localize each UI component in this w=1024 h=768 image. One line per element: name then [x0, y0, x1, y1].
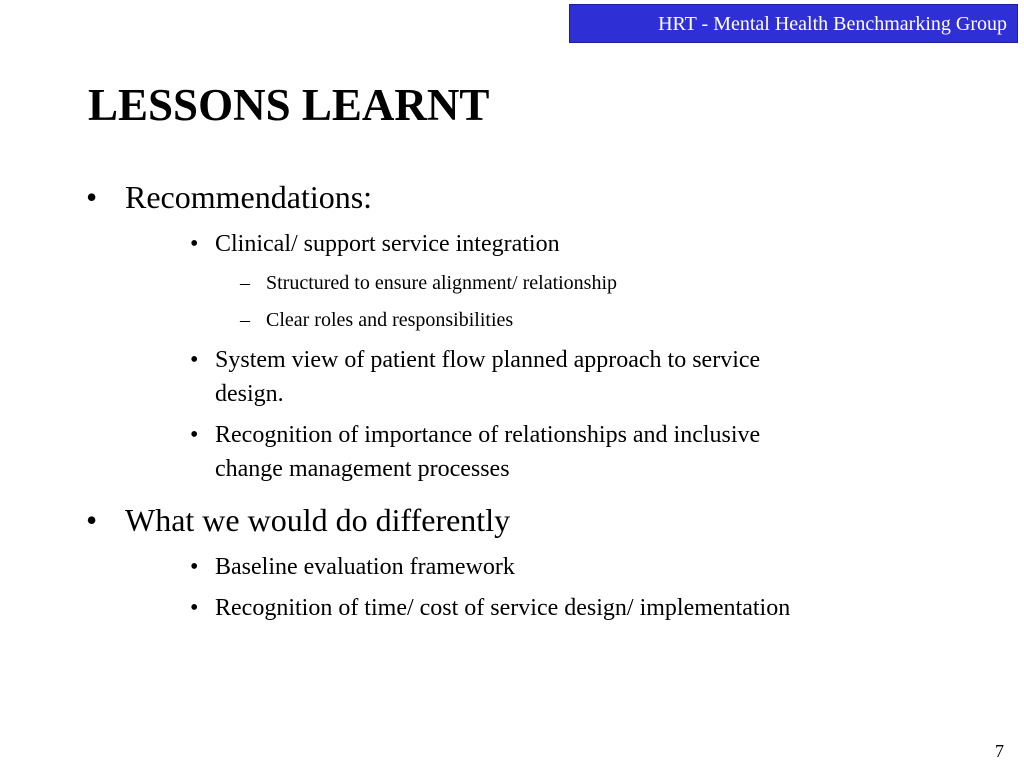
bullet-recommendations [86, 179, 372, 215]
dash-icon: – [240, 309, 250, 331]
bullet-icon: • [190, 347, 199, 373]
bullet-icon: • [86, 502, 98, 538]
dash-item-roles [240, 307, 513, 333]
bullet-service-integration [190, 227, 560, 261]
bullet-text: Recommendations: [125, 179, 373, 215]
bullet-text-line2: design. [215, 381, 284, 407]
bullet-text-line2: change management processes [215, 456, 510, 482]
bullet-text: Recognition of time/ cost of service design/ implementation [215, 595, 791, 621]
bullet-text-line1: Recognition of importance of relationships and inclusive [215, 422, 761, 448]
bullet-text: What we would do differently [125, 502, 511, 538]
bullet-text: Clinical/ support service integration [215, 231, 560, 257]
bullet-time-cost [190, 591, 790, 625]
bullet-relationships [190, 418, 760, 486]
bullet-text: Baseline evaluation framework [215, 554, 515, 580]
bullet-icon: • [86, 179, 98, 215]
dash-text: Clear roles and responsibilities [266, 309, 514, 331]
header-banner: HRT - Mental Health Benchmarking Group [569, 4, 1018, 43]
bullet-icon: • [190, 554, 199, 580]
bullet-icon: • [190, 422, 199, 448]
bullet-icon: • [190, 231, 199, 257]
bullet-text-line1: System view of patient flow planned approach to service [215, 347, 761, 373]
dash-item-alignment [240, 270, 617, 296]
dash-text: Structured to ensure alignment/ relationship [266, 272, 618, 294]
dash-icon: – [240, 272, 250, 294]
slide-title: LESSONS LEARNT [88, 80, 490, 130]
bullet-system-view [190, 343, 760, 411]
page-number: 7 [995, 741, 1004, 761]
bullet-what-we-would-do-differently [86, 502, 510, 538]
bullet-baseline-evaluation [190, 550, 515, 584]
bullet-icon: • [190, 595, 199, 621]
